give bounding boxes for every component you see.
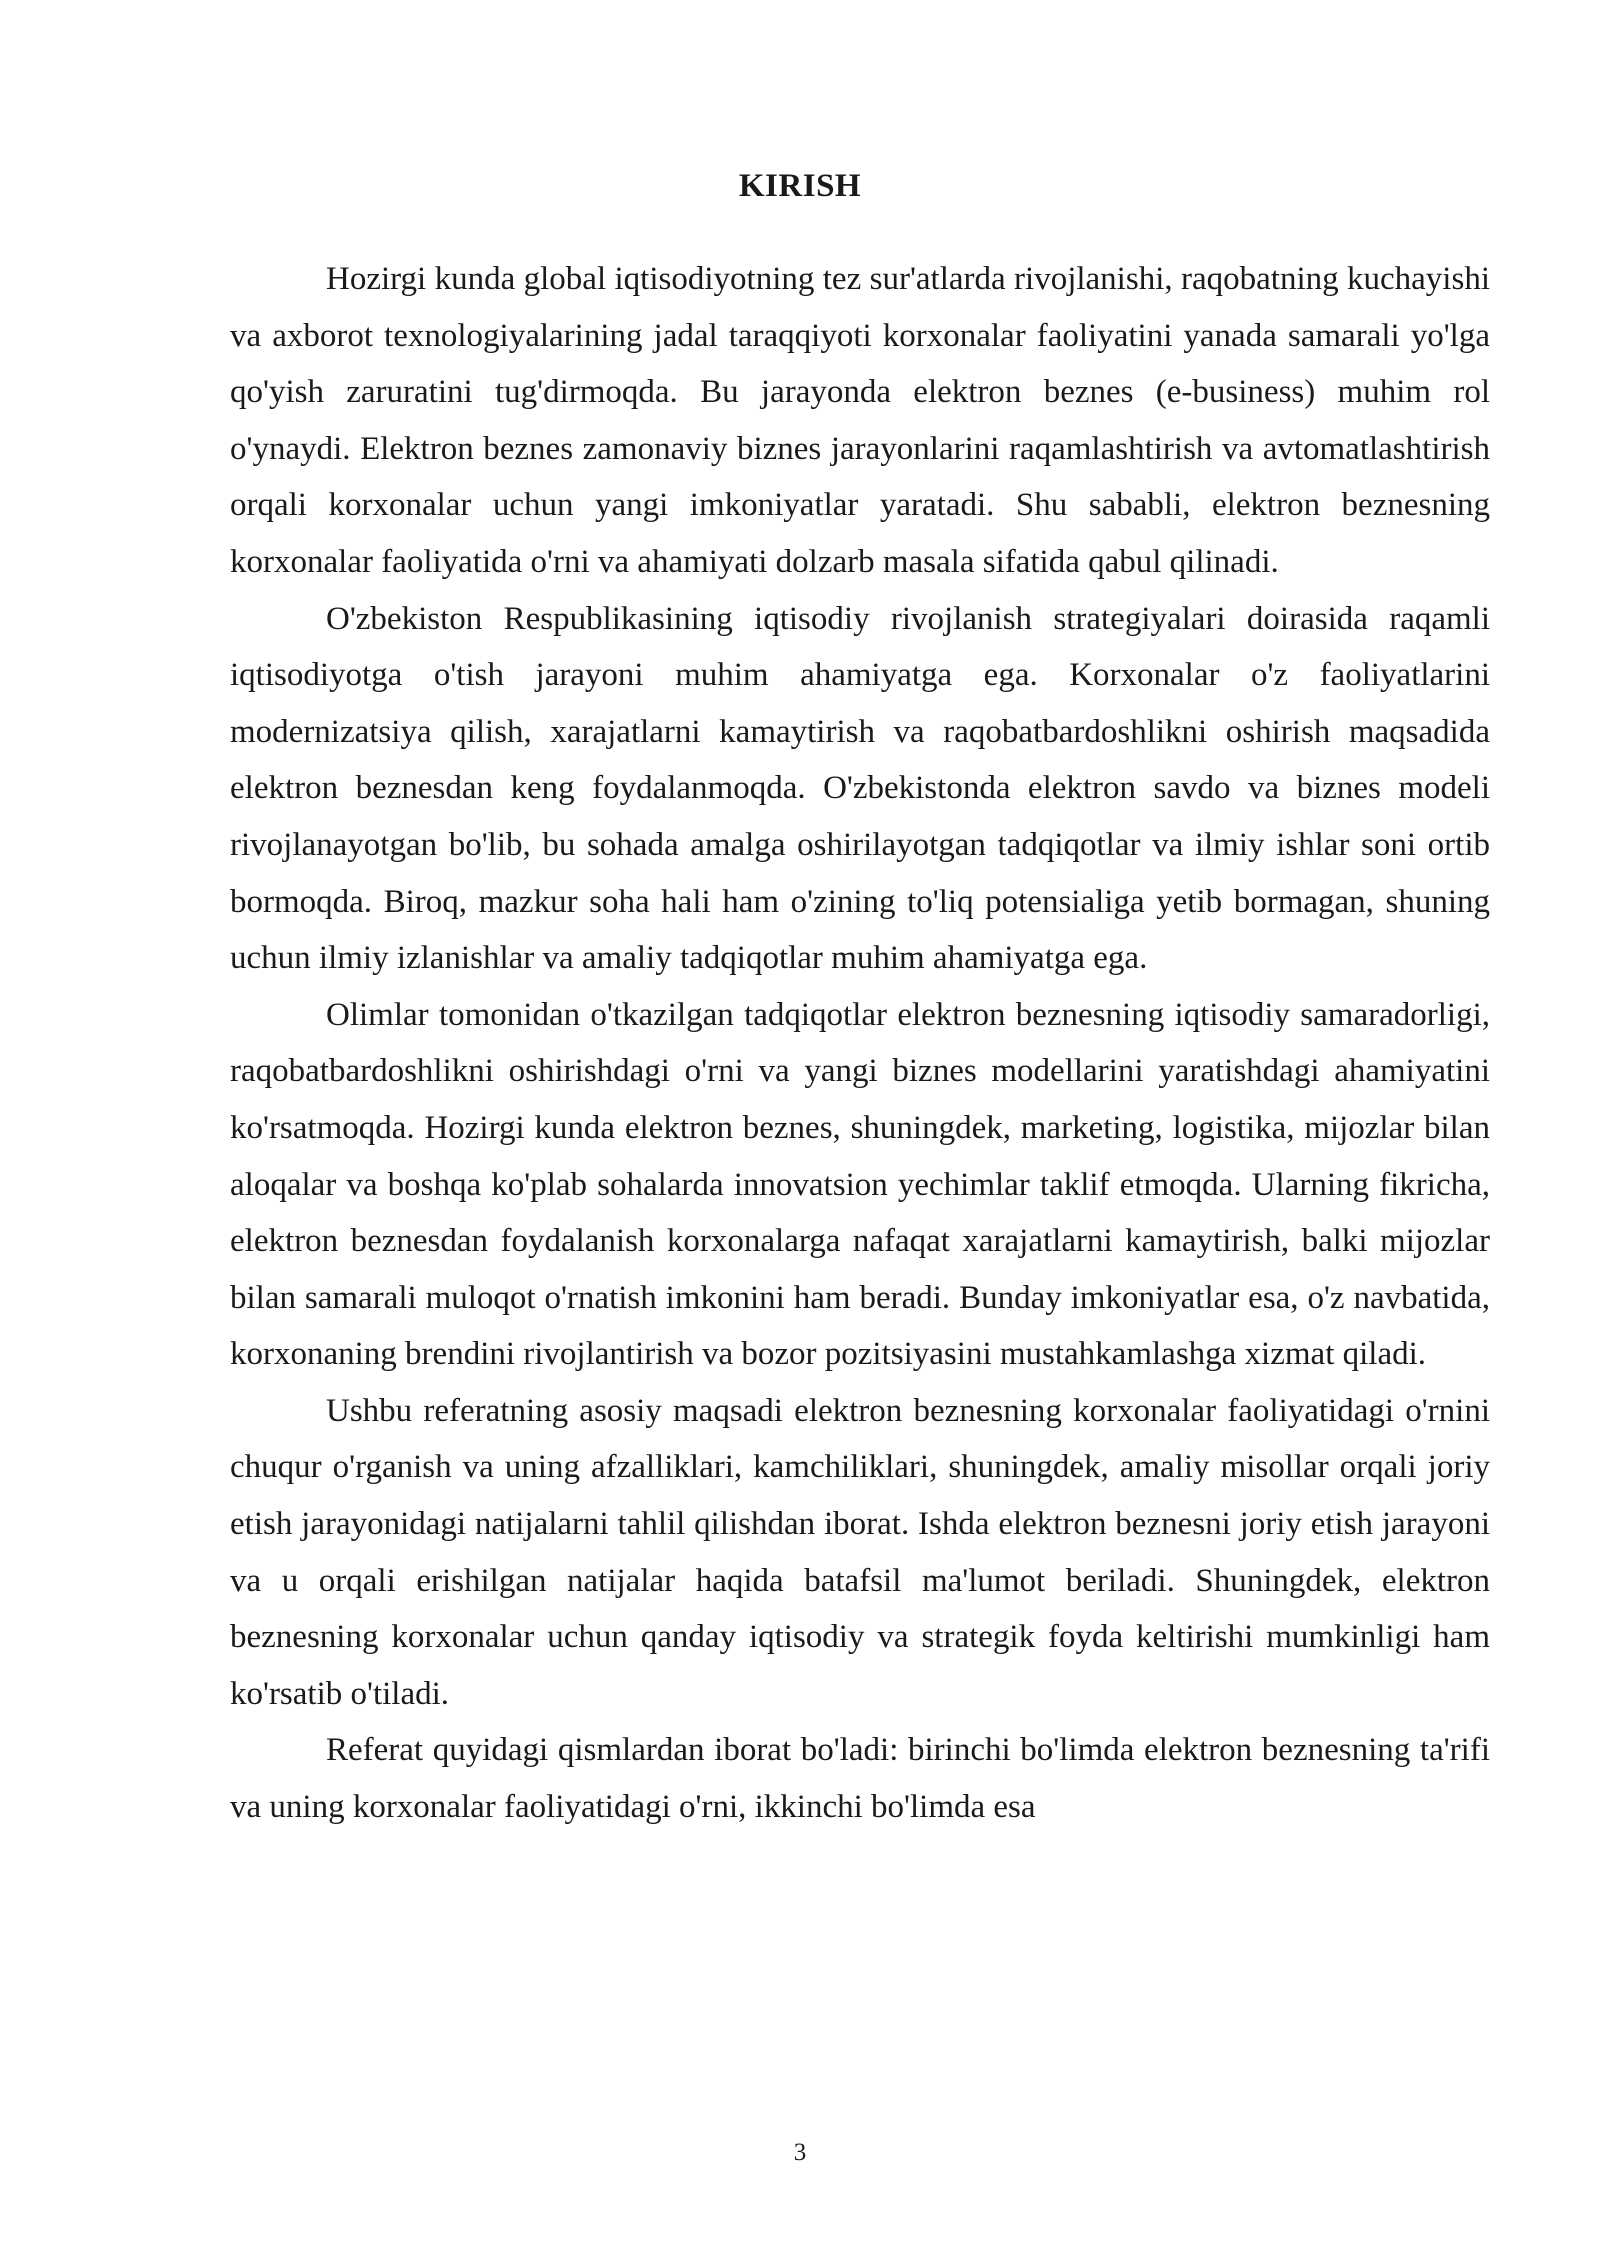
body-text (230, 251, 1490, 1836)
page-number: 3 (793, 2139, 807, 2166)
page-title: KIRISH (738, 168, 862, 204)
paragraph-1: Hozirgi kunda global iqtisodiyotning tez sur'atlarda rivojlanishi, raqobatning kuchayishi va axborot texnologiyalarining jadal taraqqiyoti korxonalar faoliyatini yanada samarali yo'lga qo'yish zaruratini tug'dirmoqda. Bu jarayonda elektron beznes (e-business) muhim rol o'ynaydi. Elektron beznes zamonaviy biznes jarayonlarini raqamlashtirish va avtomatlashtirish orqali korxonalar uchun yangi imkoniyatlar yaratadi. Shu sababli, elektron beznesning korxonalar faoliyatida o'rni va ahamiyati dolzarb masala sifatida qabul qilinadi. (230, 261, 1490, 580)
paragraph-4: Ushbu referatning asosiy maqsadi elektron beznesning korxonalar faoliyatidagi o'rnini chuqur o'rganish va uning afzalliklari, kamchiliklari, shuningdek, amaliy misollar orqali joriy etish jarayonidagi natijalarni tahlil qilishdan iborat. Ishda elektron beznesni joriy etish jarayoni va u orqali erishilgan natijalar haqida batafsil ma'lumot beriladi. Shuningdek, elektron beznesning korxonalar uchun qanday iqtisodiy va strategik foyda keltirishi mumkinligi ham ko'rsatib o'tiladi. (230, 1392, 1490, 1712)
paragraph-2: O'zbekiston Respublikasining iqtisodiy rivojlanish strategiyalari doirasida raqamli iqtisodiyotga o'tish jarayoni muhim ahamiyatga ega. Korxonalar o'z faoliyatlarini modernizatsiya qilish, xarajatlarni kamaytirish va raqobatbardoshlikni oshirish maqsadida elektron beznesdan keng foydalanmoqda. O'zbekistonda elektron savdo va biznes modeli rivojlanayotgan bo'lib, bu sohada amalga oshirilayotgan tadqiqotlar va ilmiy ishlar soni ortib bormoqda. Biroq, mazkur soha hali ham o'zining to'liq potensialiga yetib bormagan, shuning uchun ilmiy izlanishlar va amaliy tadqiqotlar muhim ahamiyatga ega. (230, 600, 1490, 977)
paragraph-5: Referat quyidagi qismlardan iborat bo'ladi: birinchi bo'limda elektron beznesning ta'rifi va uning korxonalar faoliyatidagi o'rni, ikkinchi bo'limda esa (230, 1732, 1490, 1826)
paragraph-3: Olimlar tomonidan o'tkazilgan tadqiqotlar elektron beznesning iqtisodiy samaradorligi, raqobatbardoshlikni oshirishdagi o'rni va yangi biznes modellarini yaratishdagi ahamiyatini ko'rsatmoqda. Hozirgi kunda elektron beznes, shuningdek, marketing, logistika, mijozlar bilan aloqalar va boshqa ko'plab sohalarda innovatsion yechimlar taklif etmoqda. Ularning fikricha, elektron beznesdan foydalanish korxonalarga nafaqat xarajatlarni kamaytirish, balki mijozlar bilan samarali muloqot o'rnatish imkonini ham beradi. Bunday imkoniyatlar esa, o'z navbatida, korxonaning brendini rivojlantirish va bozor pozitsiyasini mustahkamlashga xizmat qiladi. (230, 996, 1490, 1373)
